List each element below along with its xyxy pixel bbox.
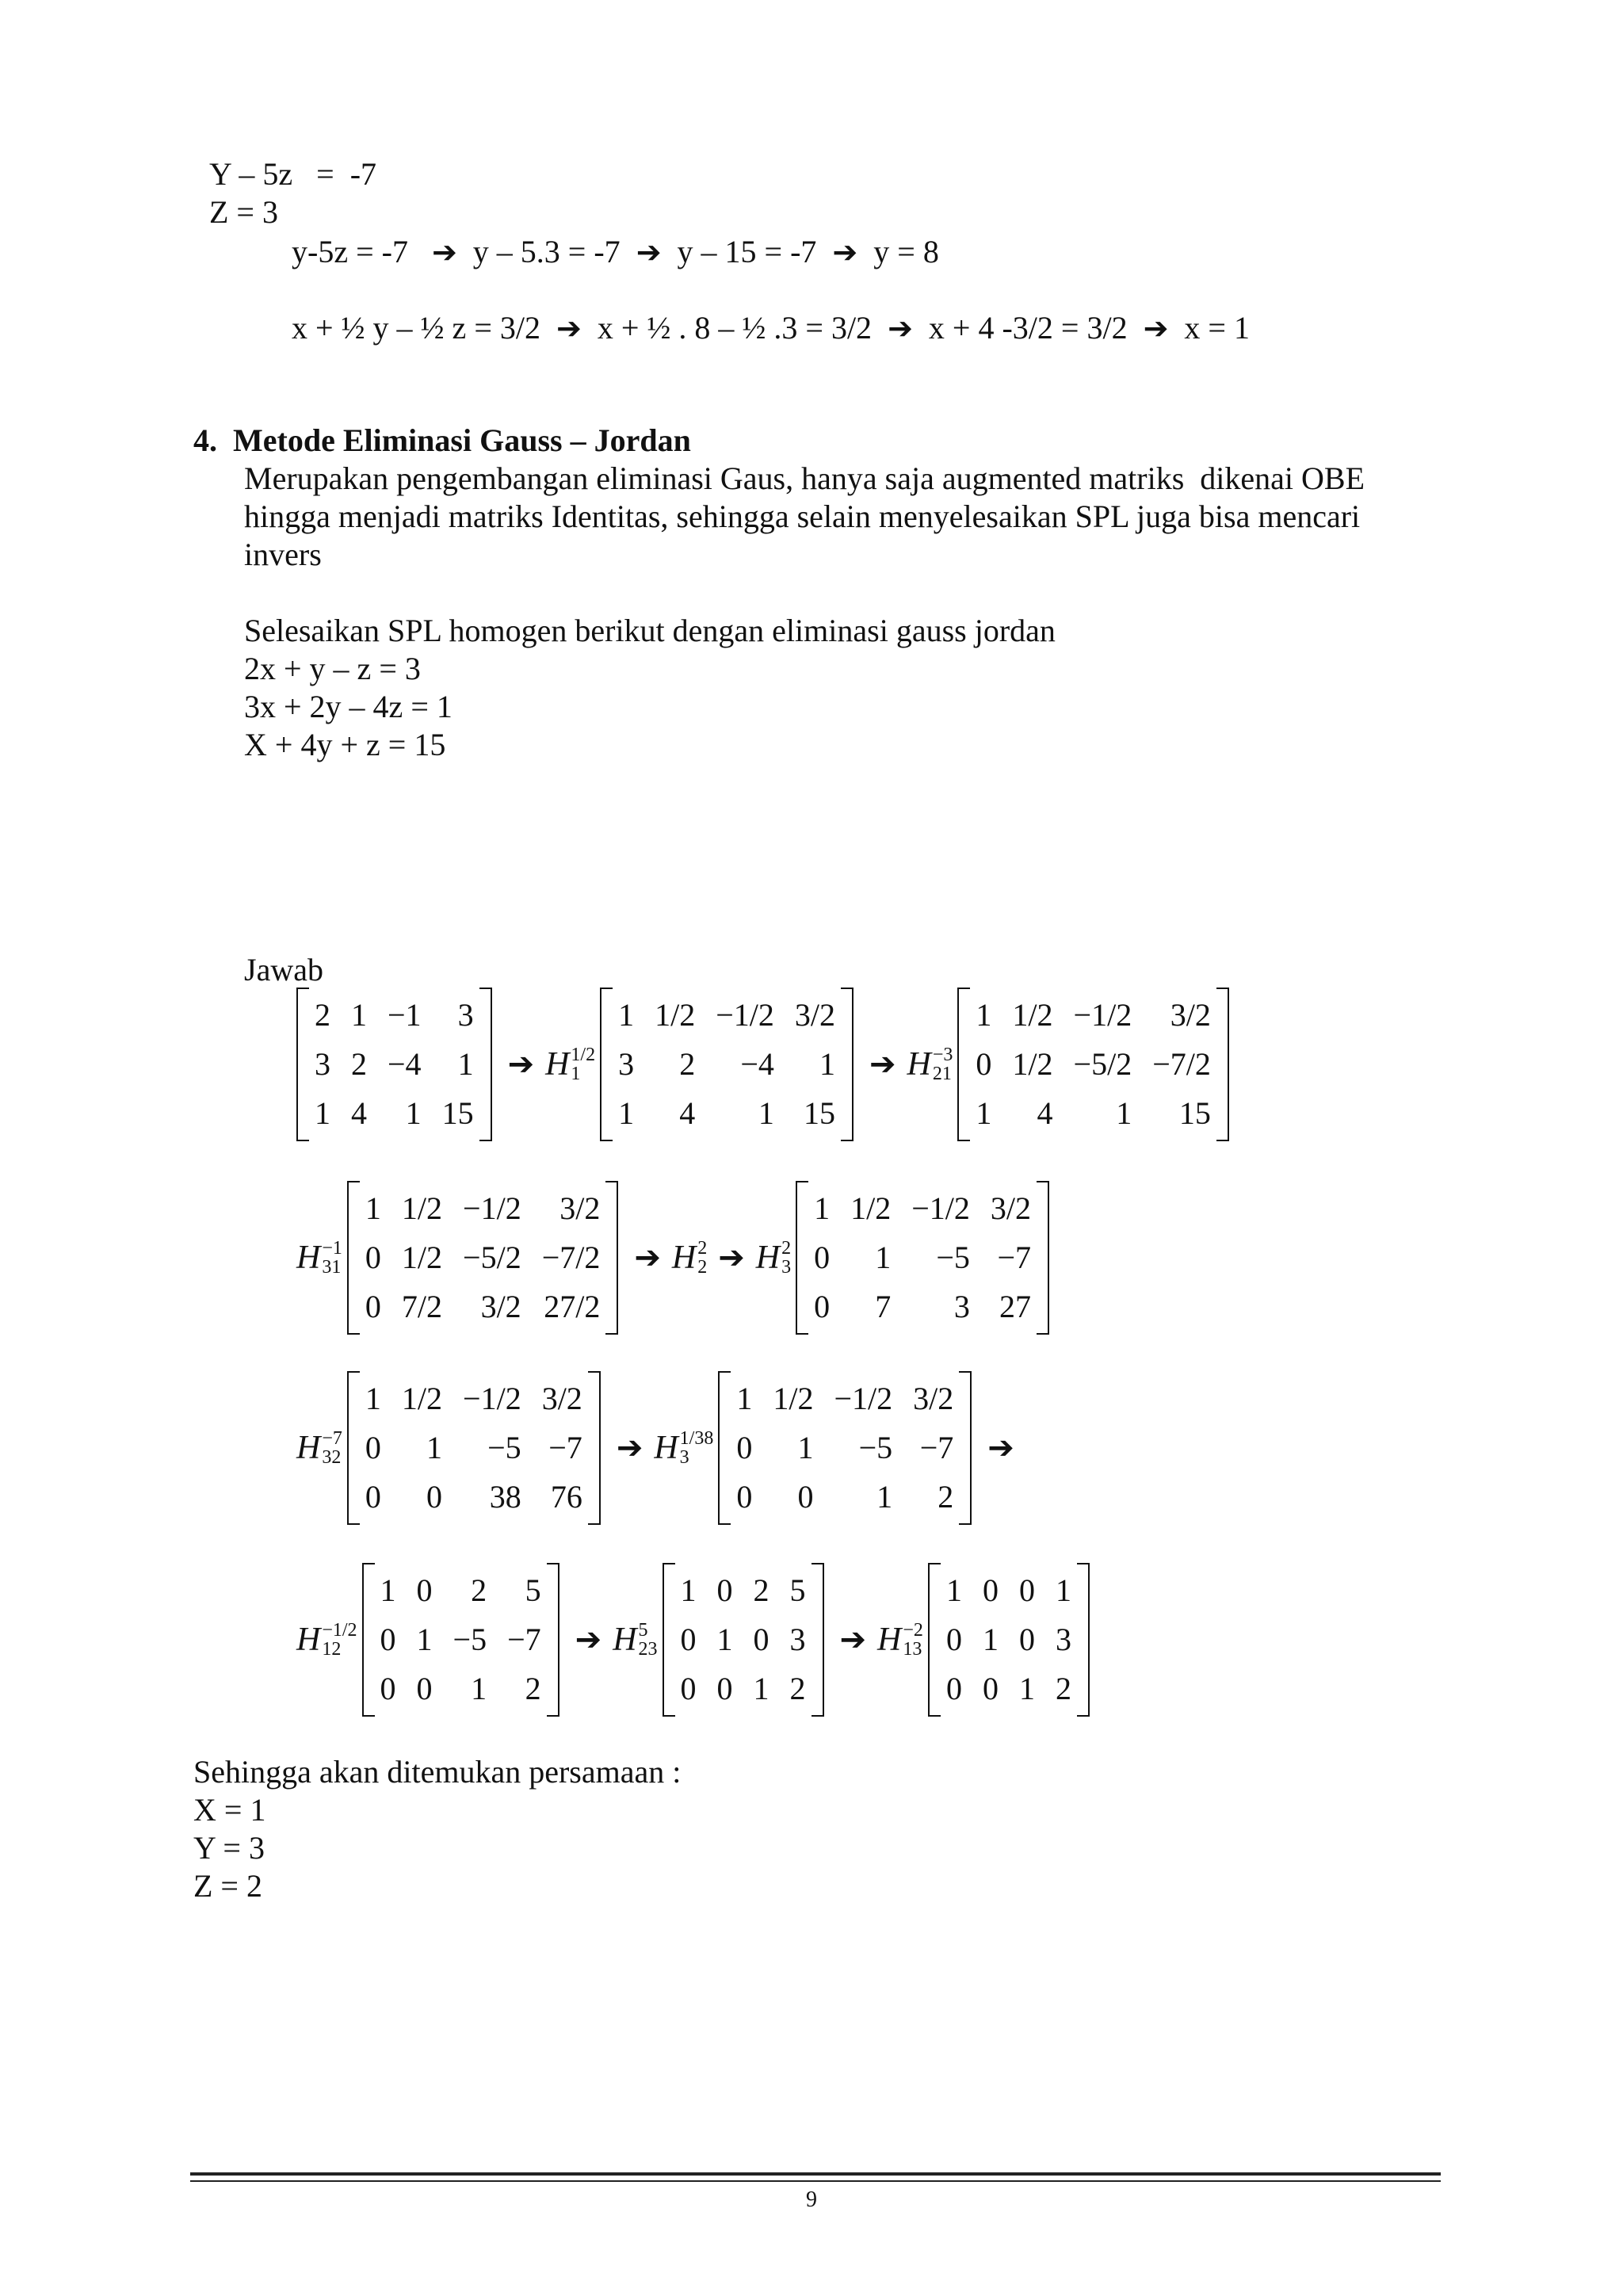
- augmented-matrix: [796, 1181, 1049, 1335]
- matrix-cell: 1/2: [1012, 1046, 1053, 1082]
- equation-1: 2x + y – z = 3: [244, 651, 421, 686]
- augmented-matrix: [957, 988, 1228, 1141]
- matrix-cell: 1/2: [401, 1381, 443, 1416]
- matrix-cell: 2: [471, 1572, 487, 1608]
- operator-symbol: H: [654, 1430, 678, 1466]
- section-heading: 4. Metode Eliminasi Gauss – Jordan: [193, 422, 691, 458]
- operator-scripts: [697, 1239, 707, 1277]
- matrix-cell: 0: [365, 1430, 381, 1465]
- matrix-cell: 0: [416, 1671, 433, 1706]
- row-operation: [296, 1239, 342, 1277]
- arrow-icon: ➔: [431, 235, 457, 269]
- augmented-matrix: [600, 988, 854, 1141]
- matrix-cell: 5: [525, 1572, 541, 1608]
- row-operation: [613, 1621, 657, 1659]
- arrow-icon: ➔: [507, 1046, 535, 1083]
- matrix-cell: 2: [351, 1046, 367, 1082]
- matrix-cell: 1: [1116, 1095, 1132, 1131]
- matrix-cell: 1: [416, 1622, 433, 1657]
- matrix-cell: 1: [814, 1190, 831, 1226]
- arrow-icon: ➔: [556, 311, 582, 346]
- operator-subscript: 3: [781, 1257, 792, 1278]
- matrix-cell: 1: [380, 1572, 396, 1608]
- page-number: 9: [806, 2187, 817, 2212]
- augmented-matrix: [347, 1371, 601, 1525]
- operator-subscript: 12: [322, 1639, 342, 1660]
- footer-rule: [190, 2172, 1441, 2176]
- matrix-cell: −4: [740, 1046, 774, 1082]
- matrix-cell: 0: [365, 1289, 381, 1324]
- operator-subscript: 3: [679, 1447, 689, 1468]
- operator-subscript: 21: [932, 1064, 952, 1084]
- row-operation: [654, 1429, 713, 1467]
- matrix-cell: 1/2: [850, 1190, 892, 1226]
- matrix-cell: 1: [736, 1381, 753, 1416]
- matrix-cell: 1: [618, 997, 635, 1033]
- matrix-cell: 0: [716, 1671, 733, 1706]
- operator-superscript: 5: [638, 1620, 648, 1641]
- operator-symbol: H: [296, 1240, 321, 1276]
- matrix-cell: 7: [875, 1289, 892, 1324]
- operator-subscript: 13: [903, 1639, 922, 1660]
- matrix-cell: −5: [487, 1430, 521, 1465]
- solution-z: Z = 2: [193, 1868, 262, 1904]
- matrix-cell: 3/2: [559, 1190, 601, 1226]
- operator-symbol: H: [907, 1046, 931, 1083]
- matrix-cell: 0: [976, 1046, 992, 1082]
- augmented-matrix: [347, 1181, 618, 1335]
- operator-scripts: [933, 1045, 953, 1083]
- operator-subscript: 2: [697, 1257, 708, 1278]
- matrix-cell: 3: [953, 1289, 970, 1324]
- matrix-cell: −5: [858, 1430, 893, 1465]
- matrix-cell: −5/2: [463, 1240, 521, 1275]
- operator-symbol: H: [755, 1240, 781, 1276]
- augmented-matrix: [928, 1563, 1090, 1717]
- matrix-cell: 0: [982, 1671, 999, 1706]
- matrix-cell: 1: [471, 1671, 487, 1706]
- matrix-cell: 1/2: [401, 1240, 443, 1275]
- augmented-matrix: [718, 1371, 972, 1525]
- operator-subscript: 31: [322, 1257, 342, 1278]
- matrix-cell: 1: [976, 997, 992, 1033]
- matrix-cell: −4: [388, 1046, 422, 1082]
- solution-y: Y = 3: [193, 1830, 265, 1866]
- matrix-cell: −7/2: [541, 1240, 601, 1275]
- matrix-cell: 27/2: [544, 1289, 601, 1324]
- paragraph-line: Merupakan pengembangan eliminasi Gaus, hanya saja augmented matriks dikenai OBE: [244, 460, 1365, 496]
- operator-superscript: 2: [781, 1238, 792, 1259]
- augmented-matrix: [663, 1563, 824, 1717]
- operator-superscript: 1/38: [679, 1428, 714, 1449]
- arrow-icon: ➔: [832, 235, 858, 269]
- operator-superscript: −1/2: [322, 1620, 357, 1641]
- matrix-cell: 1: [797, 1430, 814, 1465]
- row-operation: [756, 1239, 791, 1277]
- matrix-cell: 0: [753, 1622, 769, 1657]
- operator-symbol: H: [671, 1240, 697, 1276]
- matrix-cell: −7: [548, 1430, 582, 1465]
- matrix-cell: 3/2: [1170, 997, 1211, 1033]
- matrix-cell: 1: [680, 1572, 697, 1608]
- matrix-cell: 1: [365, 1381, 381, 1416]
- matrix-cell: −7: [919, 1430, 954, 1465]
- row-operation: [877, 1621, 923, 1659]
- matrix-cell: 5: [789, 1572, 806, 1608]
- matrix-cell: 2: [315, 997, 330, 1033]
- matrix-cell: 0: [1018, 1622, 1035, 1657]
- matrix-cell: 1: [753, 1671, 769, 1706]
- operator-scripts: [680, 1429, 714, 1467]
- operator-symbol: H: [545, 1046, 570, 1083]
- matrix-cell: 1: [819, 1046, 836, 1082]
- solution-x: X = 1: [193, 1792, 266, 1828]
- matrix-cell: 0: [680, 1622, 697, 1657]
- operator-superscript: −3: [932, 1045, 953, 1065]
- matrix-step-row-3: [296, 1371, 1025, 1525]
- matrix-cell: 1: [1055, 1572, 1071, 1608]
- matrix-cell: 3/2: [480, 1289, 521, 1324]
- matrix-cell: 1: [876, 1479, 893, 1515]
- matrix-step-row-1: [292, 988, 1234, 1141]
- matrix-cell: 2: [938, 1479, 954, 1515]
- operator-subscript: 1: [571, 1064, 581, 1084]
- operator-subscript: 23: [638, 1639, 658, 1660]
- operator-symbol: H: [296, 1622, 321, 1658]
- arrow-icon: ➔: [869, 1046, 896, 1083]
- operator-symbol: H: [877, 1622, 902, 1658]
- matrix-cell: 3/2: [794, 997, 836, 1033]
- matrix-cell: −1/2: [911, 1190, 970, 1226]
- problem-statement: Selesaikan SPL homogen berikut dengan eliminasi gauss jordan: [244, 613, 1056, 648]
- operator-superscript: −2: [903, 1620, 923, 1641]
- arrow-icon: ➔: [718, 1240, 745, 1276]
- matrix-cell: 1: [758, 1095, 774, 1131]
- equation-line: Y – 5z = -7: [209, 156, 377, 192]
- matrix-cell: 3/2: [541, 1381, 582, 1416]
- matrix-cell: −1/2: [716, 997, 774, 1033]
- matrix-step-row-4: [296, 1563, 1094, 1717]
- matrix-cell: 7/2: [401, 1289, 443, 1324]
- matrix-cell: 0: [814, 1240, 831, 1275]
- matrix-cell: 15: [804, 1095, 836, 1131]
- arrow-icon: ➔: [634, 1240, 661, 1276]
- matrix-cell: 1: [405, 1095, 422, 1131]
- substitution-line-y: [292, 233, 939, 271]
- equation-line: Z = 3: [209, 194, 278, 230]
- matrix-cell: 1/2: [773, 1381, 814, 1416]
- operator-scripts: [322, 1621, 357, 1659]
- matrix-cell: −1/2: [463, 1381, 521, 1416]
- operator-scripts: [781, 1239, 791, 1277]
- equation-3: X + 4y + z = 15: [244, 727, 446, 762]
- matrix-cell: 3: [789, 1622, 806, 1657]
- matrix-cell: 1/2: [1012, 997, 1053, 1033]
- equation-2: 3x + 2y – 4z = 1: [244, 689, 453, 724]
- matrix-cell: 4: [679, 1095, 696, 1131]
- matrix-cell: 1: [315, 1095, 330, 1131]
- row-operation: [672, 1239, 707, 1277]
- text: x = 1: [1184, 310, 1250, 346]
- operator-superscript: −1: [322, 1238, 342, 1259]
- text: y – 5.3 = -7: [472, 234, 621, 269]
- matrix-cell: 1: [716, 1622, 733, 1657]
- matrix-cell: −1: [388, 997, 422, 1033]
- text: y-5z = -7: [292, 234, 408, 269]
- matrix-cell: 1: [1018, 1671, 1035, 1706]
- matrix-cell: 1: [351, 997, 367, 1033]
- matrix-cell: 1: [457, 1046, 474, 1082]
- matrix-cell: 3/2: [913, 1381, 954, 1416]
- matrix-cell: 1: [365, 1190, 381, 1226]
- paragraph-line: hingga menjadi matriks Identitas, sehingga selain menyelesaikan SPL juga bisa mencari: [244, 499, 1361, 534]
- matrix-cell: 0: [716, 1572, 733, 1608]
- answer-label: Jawab: [244, 952, 323, 988]
- arrow-icon: ➔: [1143, 311, 1169, 346]
- operator-scripts: [903, 1621, 923, 1659]
- matrix-cell: 1/2: [401, 1190, 443, 1226]
- matrix-cell: 1: [976, 1095, 992, 1131]
- matrix-cell: 2: [1055, 1671, 1071, 1706]
- augmented-matrix: [362, 1563, 559, 1717]
- matrix-cell: −1/2: [834, 1381, 893, 1416]
- arrow-icon: ➔: [987, 1430, 1014, 1466]
- text: x + ½ y – ½ z = 3/2: [292, 310, 540, 346]
- operator-symbol: H: [613, 1622, 637, 1658]
- row-operation: [296, 1621, 357, 1659]
- matrix-cell: 0: [426, 1479, 443, 1515]
- matrix-cell: −5: [453, 1622, 487, 1657]
- matrix-cell: −7/2: [1152, 1046, 1211, 1082]
- matrix-cell: −1/2: [463, 1190, 521, 1226]
- matrix-cell: 1: [945, 1572, 962, 1608]
- operator-subscript: 32: [322, 1447, 342, 1468]
- paragraph-line: invers: [244, 537, 322, 572]
- matrix-cell: 3/2: [990, 1190, 1031, 1226]
- matrix-cell: 1: [875, 1240, 892, 1275]
- matrix-cell: 0: [380, 1622, 396, 1657]
- matrix-cell: 0: [736, 1479, 753, 1515]
- matrix-cell: 1: [426, 1430, 443, 1465]
- matrix-cell: 3: [315, 1046, 330, 1082]
- matrix-cell: 1/2: [655, 997, 696, 1033]
- matrix-cell: 76: [550, 1479, 582, 1515]
- matrix-cell: 0: [416, 1572, 433, 1608]
- operator-scripts: [322, 1429, 342, 1467]
- matrix-cell: 2: [679, 1046, 696, 1082]
- arrow-icon: ➔: [636, 235, 662, 269]
- matrix-cell: 2: [525, 1671, 541, 1706]
- arrow-icon: ➔: [575, 1622, 602, 1658]
- operator-scripts: [639, 1621, 658, 1659]
- matrix-cell: 3: [457, 997, 474, 1033]
- matrix-cell: 0: [380, 1671, 396, 1706]
- matrix-step-row-2: [296, 1181, 1054, 1335]
- matrix-cell: 15: [441, 1095, 474, 1131]
- text: x + 4 -3/2 = 3/2: [928, 310, 1128, 346]
- matrix-cell: 0: [680, 1671, 697, 1706]
- matrix-cell: 0: [365, 1240, 381, 1275]
- matrix-cell: −1/2: [1073, 997, 1132, 1033]
- matrix-cell: 0: [945, 1622, 962, 1657]
- text: x + ½ . 8 – ½ .3 = 3/2: [597, 310, 873, 346]
- operator-scripts: [571, 1045, 595, 1083]
- operator-superscript: 2: [697, 1238, 708, 1259]
- matrix-cell: 4: [1037, 1095, 1053, 1131]
- matrix-cell: 38: [489, 1479, 521, 1515]
- matrix-cell: 1: [982, 1622, 999, 1657]
- matrix-cell: −7: [997, 1240, 1031, 1275]
- matrix-cell: 27: [999, 1289, 1031, 1324]
- operator-superscript: 1/2: [571, 1045, 596, 1065]
- matrix-cell: 0: [736, 1430, 753, 1465]
- arrow-icon: ➔: [888, 311, 913, 346]
- row-operation: [545, 1045, 595, 1083]
- matrix-cell: 2: [753, 1572, 769, 1608]
- substitution-line-x: [292, 309, 1250, 347]
- matrix-cell: 0: [982, 1572, 999, 1608]
- matrix-cell: −5: [936, 1240, 970, 1275]
- matrix-cell: 2: [789, 1671, 806, 1706]
- augmented-matrix: [296, 988, 492, 1141]
- matrix-cell: 4: [351, 1095, 367, 1131]
- matrix-cell: 15: [1178, 1095, 1211, 1131]
- footer-rule: [190, 2180, 1441, 2182]
- matrix-cell: 0: [814, 1289, 831, 1324]
- matrix-cell: 1: [618, 1095, 635, 1131]
- matrix-cell: −5/2: [1073, 1046, 1132, 1082]
- matrix-cell: 0: [945, 1671, 962, 1706]
- row-operation: [296, 1429, 342, 1467]
- text: y = 8: [873, 234, 939, 269]
- operator-symbol: H: [296, 1430, 321, 1466]
- arrow-icon: ➔: [616, 1430, 643, 1466]
- matrix-cell: 0: [365, 1479, 381, 1515]
- text: y – 15 = -7: [677, 234, 817, 269]
- conclusion-intro: Sehingga akan ditemukan persamaan :: [193, 1754, 682, 1790]
- matrix-cell: −7: [507, 1622, 541, 1657]
- matrix-cell: 0: [797, 1479, 814, 1515]
- matrix-cell: 3: [1055, 1622, 1071, 1657]
- operator-scripts: [322, 1239, 342, 1277]
- operator-superscript: −7: [322, 1428, 342, 1449]
- row-operation: [907, 1045, 953, 1083]
- arrow-icon: ➔: [839, 1622, 867, 1658]
- matrix-cell: 3: [618, 1046, 635, 1082]
- matrix-cell: 0: [1018, 1572, 1035, 1608]
